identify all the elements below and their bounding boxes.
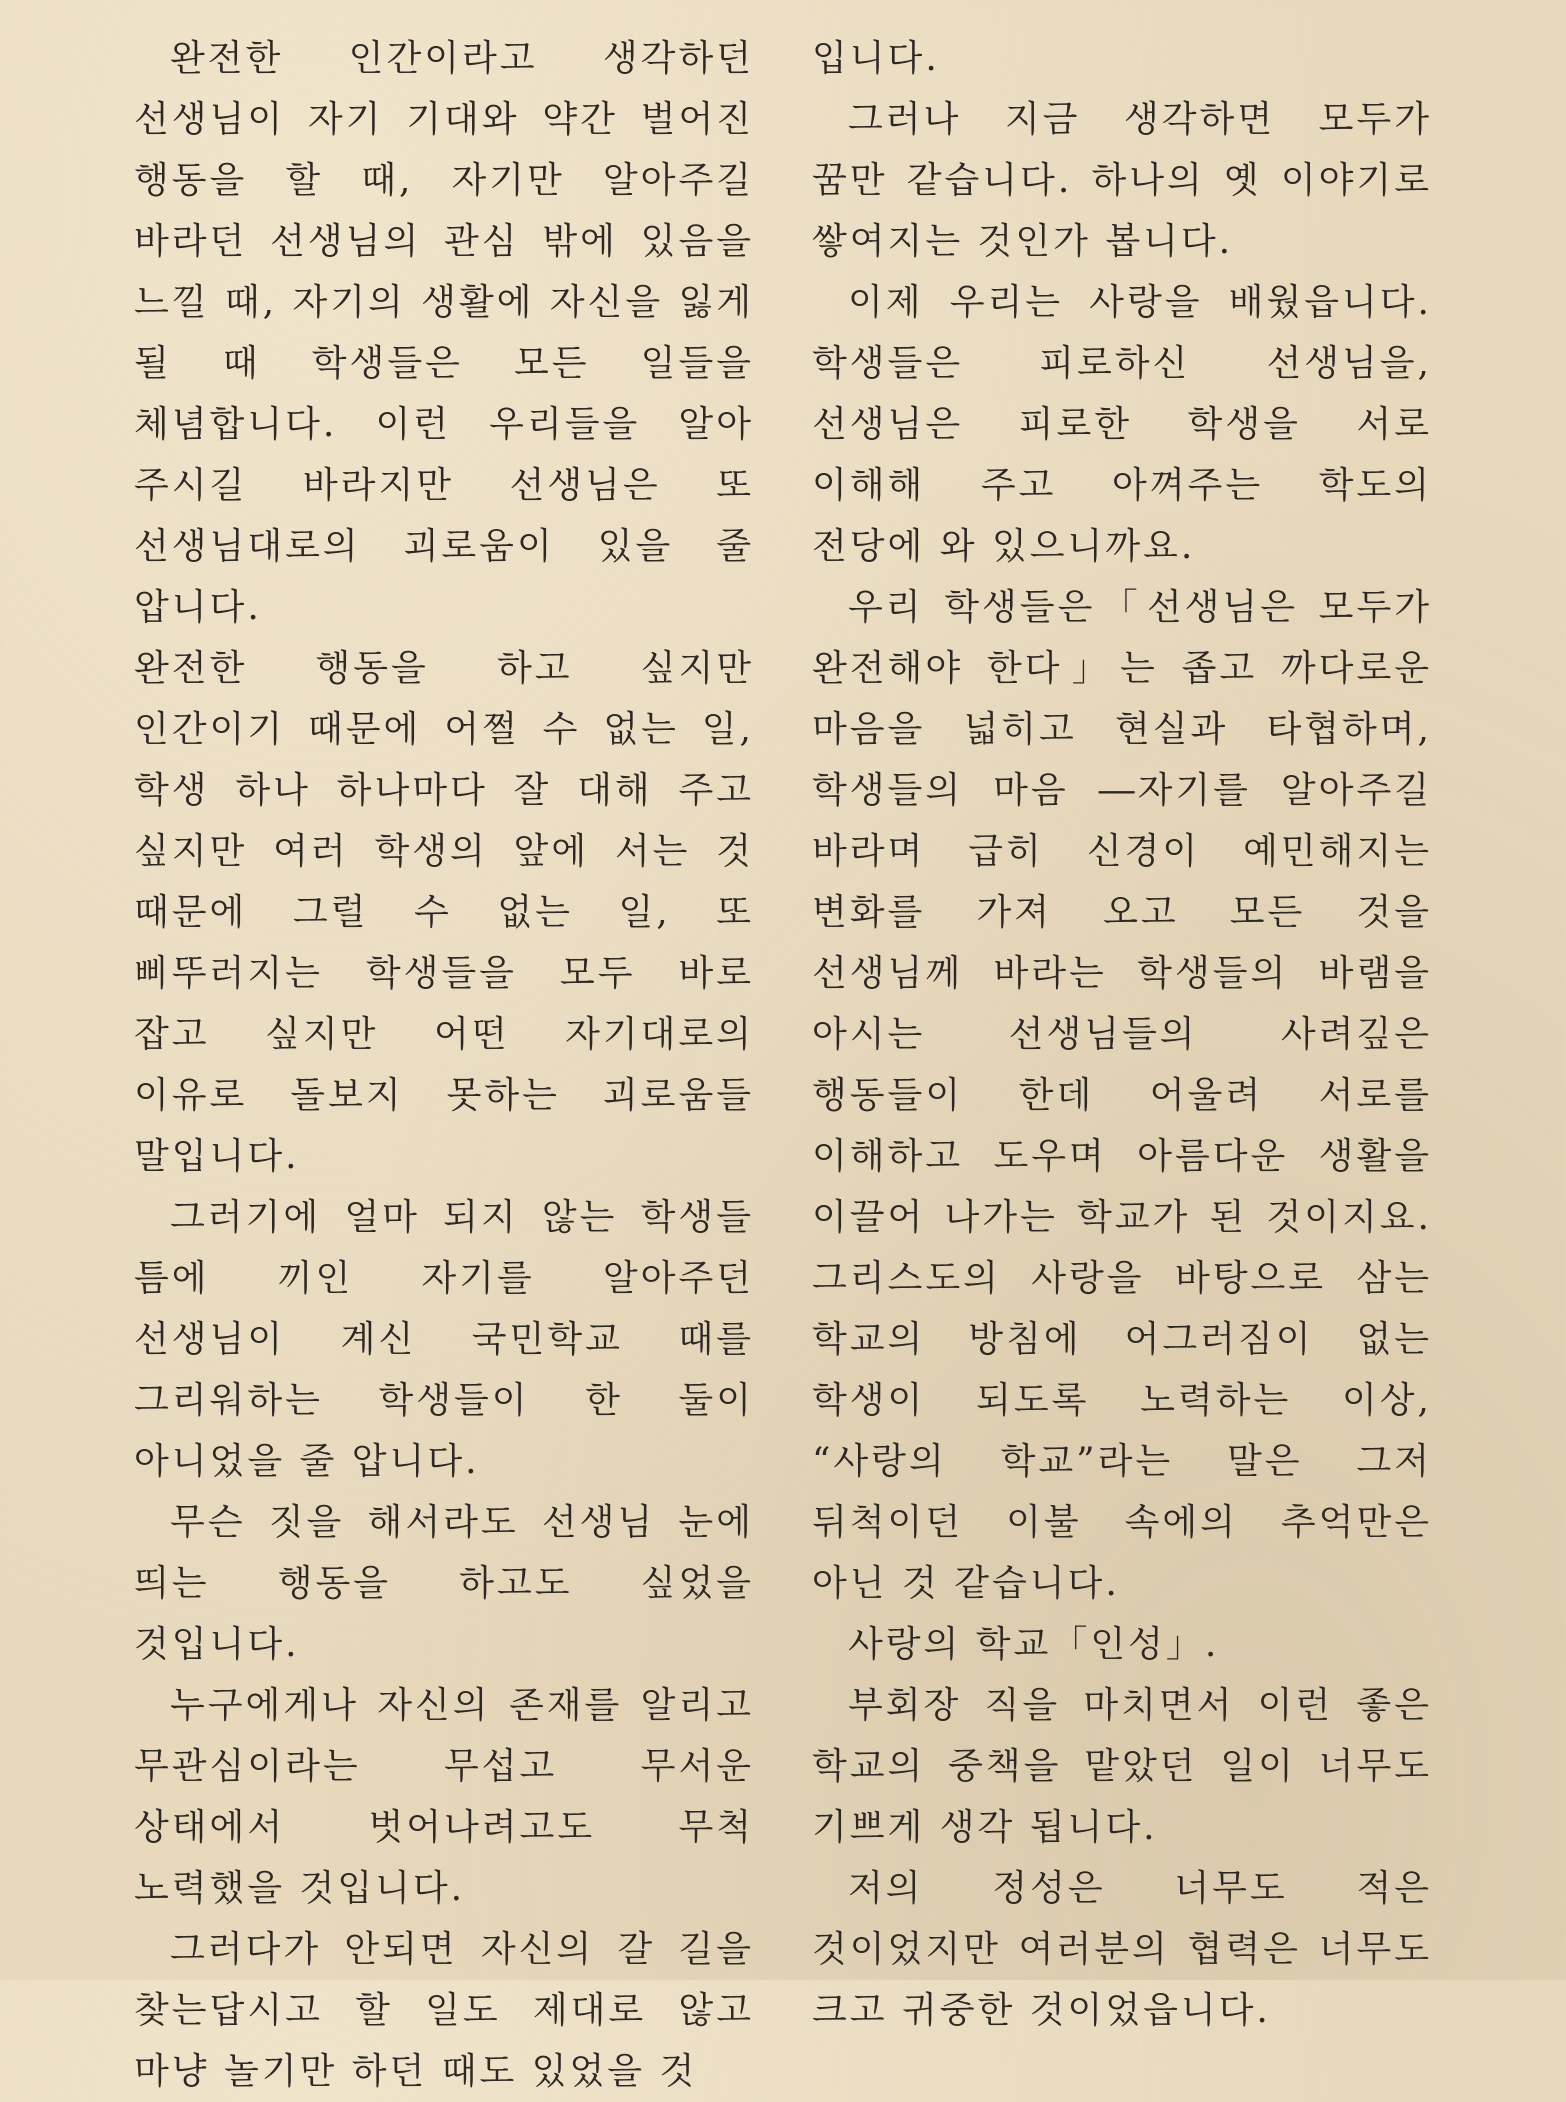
paragraph: 완전한 인간이라고 생각하던 선생님이 자기 기대와 약간 벌어진 행동을 할 때, 자기만 알아주길 바라던 선생님의 관심 밖에 있음을 느낄 때, 자기의 생활에 자신을 잃게 될 때 학생들은 모든 일들을 체념합니다. 이런 우리들을 알아 주시길 바라지만 선생님은 또 선생님대로의 괴로움이 있을 줄 압니다. bbox=[134, 38, 754, 628]
paragraph: 우리 학생들은「선생님은 모두가 완전해야 한다」는 좁고 까다로운 마음을 넓히고 현실과 타협하며, 학생들의 마음 ―자기를 알아주길 바라며 급히 신경이 예민해지는 변화를 가져 오고 모든 것을 선생님께 바라는 학생들의 바램을 아시는 선생님들의 사려깊은 행동들이 한데 어울려 서로를 이해하고 도우며 아름다운 생활을 이끌어 나가는 학교가 된 것이지요. 그리스도의 사랑을 바탕으로 삼는 학교의 방침에 어그러짐이 없는 학생이 되도록 노력하는 이상, “사랑의 학교”라는 말은 그저 뒤척이던 이불 속에의 추억만은 아닌 것 같습니다. bbox=[812, 587, 1432, 1604]
paragraph: 입니다. bbox=[812, 38, 940, 79]
paragraph: 저의 정성은 너무도 적은 것이었지만 여러분의 협력은 너무도 크고 귀중한 것이었읍니다. bbox=[812, 1868, 1432, 2031]
paragraph: 부회장 직을 마치면서 이런 좋은 학교의 중책을 맡았던 일이 너무도 기쁘게 생각 됩니다. bbox=[812, 1685, 1432, 1848]
left-column bbox=[134, 28, 754, 2102]
paragraph: 사랑의 학교「인성」. bbox=[848, 1624, 1220, 1665]
paragraph: 그러나 지금 생각하면 모두가 꿈만 같습니다. 하나의 옛 이야기로 쌓여지는 것인가 봅니다. bbox=[812, 99, 1432, 262]
paragraph: 완전한 행동을 하고 싶지만 인간이기 때문에 어쩔 수 없는 일, 학생 하나 하나마다 잘 대해 주고 싶지만 여러 학생의 앞에 서는 것 때문에 그럴 수 없는 일, 또 삐뚜러지는 학생들을 모두 바로 잡고 싶지만 어떤 자기대로의 이유로 돌보지 못하는 괴로움들 말입니다. bbox=[134, 648, 754, 1177]
paragraph: 누구에게나 자신의 존재를 알리고 무관심이라는 무섭고 무서운 상태에서 벗어나려고도 무척 노력했을 것입니다. bbox=[134, 1685, 754, 1909]
paragraph: 무슨 짓을 해서라도 선생님 눈에 띄는 행동을 하고도 싶었을 것입니다. bbox=[134, 1502, 754, 1665]
paragraph: 그러기에 얼마 되지 않는 학생들 틈에 끼인 자기를 알아주던 선생님이 계신 국민학교 때를 그리워하는 학생들이 한 둘이 아니었을 줄 압니다. bbox=[134, 1197, 754, 1482]
paragraph: 그러다가 안되면 자신의 갈 길을 찾는답시고 할 일도 제대로 않고 마냥 놀기만 하던 때도 있었을 것 bbox=[134, 1929, 754, 2092]
right-column bbox=[812, 28, 1432, 2041]
paragraph: 이제 우리는 사랑을 배웠읍니다. 학생들은 피로하신 선생님을, 선생님은 피로한 학생을 서로 이해해 주고 아껴주는 학도의 전당에 와 있으니까요. bbox=[812, 282, 1432, 567]
